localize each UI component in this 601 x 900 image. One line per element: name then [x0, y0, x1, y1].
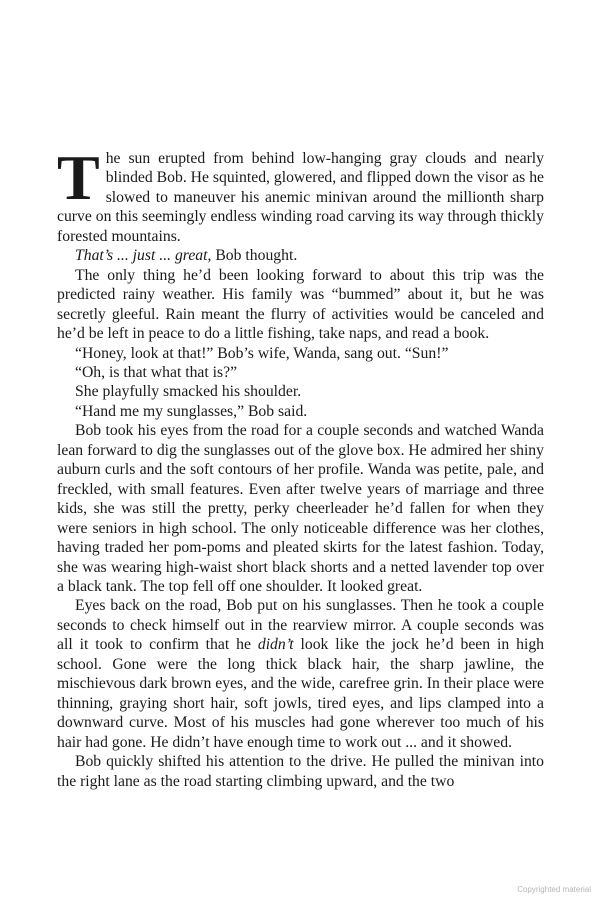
paragraph-5: “Oh, is that what that is?”: [75, 363, 238, 381]
paragraph-10: Bob quickly shifted his attention to the drive. He pulled the minivan into the right lane as the road starting climbing upward, and the two: [57, 753, 544, 790]
paragraph-6: She playfully smacked his shoulder.: [75, 383, 302, 401]
chapter-text: [57, 142, 545, 791]
paragraph-8: Bob took his eyes from the road for a couple seconds and watched Wanda lean forward to dig the sunglasses out of the glove box. He admired her shiny auburn curls and the soft contours of her profile. Wanda was petite, pale, and freckled, with small features. Even after twelve years of marriage and three kids, she was still the pretty, perky cheerleader he’d fallen for when they were seniors in high school. The only noticeable difference was her clothes, having traded her pom-poms and pleated skirts for the latest fashion. Today, she was wearing high-waist short black shorts and a netted lavender top over a black tank. The top fell off one shoulder. It looked great.: [57, 422, 544, 595]
paragraph-2: [57, 246, 544, 265]
italic-emphasis: didn’t: [257, 636, 294, 654]
paragraph-1: [57, 142, 544, 246]
copyright-watermark: Copyrighted material: [517, 885, 591, 894]
italic-thought: That’s ... just ... great: [75, 247, 208, 265]
paragraph-9-text-b: look like the jock he’d been in high school. Gone were the long thick black hair, the sharp jawline, the mischievous dark brown eyes, and the wide, carefree grin. In their place were thinning, graying short hair, soft jowls, tired eyes, and lips clamped into a downward curve. Most of his muscles had gone wherever too much of his hair had gone. He didn’t have enough time to work out ... and it showed.: [57, 636, 545, 751]
paragraph-1-text: he sun erupted from behind low-hanging gray clouds and nearly blinded Bob. He squinted, glowered, and flipped down the visor as he slowed to maneuver his anemic minivan around the millionth sharp curve on this seemingly endless winding road carving its way through thickly forested mountains.: [57, 150, 544, 245]
paragraph-4: “Honey, look at that!” Bob’s wife, Wanda, sang out. “Sun!”: [75, 344, 449, 362]
paragraph-7: “Hand me my sunglasses,” Bob said.: [75, 402, 308, 420]
paragraph-9-text-a: Eyes back on the road, Bob put on his sunglasses. Then he took a couple seconds to check himself out in the rearview mirror. A couple seconds was all it took to confirm that he: [57, 597, 544, 654]
paragraph-3: The only thing he’d been looking forward to about this trip was the predicted rainy weather. His family was “bummed” about it, but he was secretly gleeful. Rain meant the flurry of activities would be canceled and he’d be left in peace to do a little fishing, take naps, and read a book.: [57, 266, 544, 343]
paragraph-9: [57, 596, 544, 752]
drop-cap: T: [57, 142, 100, 213]
paragraph-2-text: , Bob thought.: [207, 247, 298, 265]
